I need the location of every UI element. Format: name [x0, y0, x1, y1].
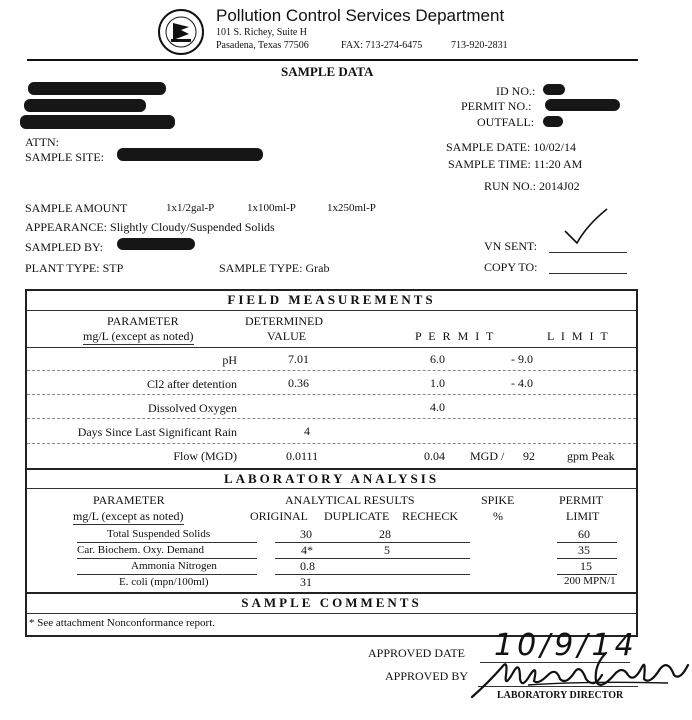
lab-results-header: ANALYTICAL RESULTS	[285, 493, 415, 507]
lab-row-name: E. coli (mpn/100ml)	[119, 576, 209, 588]
lab-row-original: 0.8	[300, 559, 315, 573]
checkmark-icon	[563, 207, 609, 247]
sample-site-label: SAMPLE SITE:	[25, 150, 105, 164]
approved-date-label: APPROVED DATE	[368, 646, 466, 660]
comments-title-rule	[27, 613, 636, 614]
lab-row-limit: 200 MPN/1	[564, 575, 616, 587]
lab-row-name: Total Suspended Solids	[107, 528, 211, 540]
lab-units-text: mg/L (except as noted)	[73, 509, 184, 523]
permit-no-label: PERMIT NO.:	[461, 99, 532, 113]
field-row-rule	[27, 418, 636, 419]
field-row-value: 7.01	[288, 352, 309, 366]
comments-top-rule	[27, 592, 636, 594]
flow-value: 0.0111	[286, 449, 319, 463]
lab-row-limit: 35	[578, 543, 590, 557]
lab-row-duplicate: 28	[379, 527, 391, 541]
address-line1: 101 S. Richey, Suite H	[216, 27, 308, 38]
field-title-rule	[27, 310, 636, 311]
field-row-permit-min: 6.0	[430, 352, 445, 366]
lab-row-limit: 15	[580, 559, 592, 573]
lab-permit-header: PERMIT	[559, 493, 604, 507]
lab-row-rule	[77, 542, 257, 543]
lab-recheck-header: RECHECK	[402, 509, 459, 523]
phone-number: 713-920-2831	[451, 40, 508, 51]
redaction-name	[28, 82, 166, 95]
field-limit-header: L I M I T	[547, 329, 610, 343]
field-det-header-2: VALUE	[267, 329, 307, 343]
address-line2: Pasadena, Texas 77506	[216, 40, 309, 51]
id-label: ID NO.:	[496, 84, 536, 98]
lab-units-header	[73, 509, 184, 525]
field-row-rule	[27, 370, 636, 371]
lab-row-name: Ammonia Nitrogen	[131, 560, 217, 572]
lab-row-duplicate: 5	[384, 543, 390, 557]
lab-row-original: 31	[300, 575, 312, 589]
flow-unit: MGD /	[470, 449, 505, 463]
flow-permit: 0.04	[424, 449, 445, 463]
page-title: SAMPLE DATA	[281, 64, 374, 79]
logo-seal-icon	[157, 8, 205, 56]
sample-time: SAMPLE TIME: 11:20 AM	[448, 157, 583, 171]
copy-to-line	[549, 273, 627, 274]
field-row-name: Cl2 after detention	[147, 377, 237, 391]
vn-sent-line	[549, 252, 627, 253]
flow-name: Flow (MGD)	[173, 449, 237, 463]
redaction-city	[20, 115, 175, 129]
lab-duplicate-header: DUPLICATE	[324, 509, 390, 523]
lab-title-rule	[27, 488, 636, 489]
field-row-name: pH	[222, 353, 237, 367]
header-rule	[27, 59, 638, 61]
flow-peak: 92	[523, 449, 535, 463]
redaction-permit	[545, 99, 620, 111]
redaction-id	[543, 84, 565, 95]
plant-type: PLANT TYPE: STP	[25, 261, 124, 275]
flow-peak-unit: gpm Peak	[567, 449, 615, 463]
lab-spike-header: SPIKE	[481, 493, 515, 507]
redaction-sampled-by	[117, 238, 195, 250]
field-row-permit-min: 4.0	[430, 400, 445, 414]
field-row-permit-max: - 9.0	[511, 352, 533, 366]
field-row-permit-max: - 4.0	[511, 376, 533, 390]
field-units-text: mg/L (except as noted)	[83, 329, 194, 343]
lab-param-header: PARAMETER	[93, 493, 165, 507]
copy-to-label: COPY TO:	[484, 260, 538, 274]
sample-amount-3: 1x250ml-P	[327, 202, 376, 214]
outfall-label: OUTFALL:	[477, 115, 535, 129]
redaction-site	[117, 148, 263, 161]
field-row-value: 0.36	[288, 376, 309, 390]
lab-limit-header: LIMIT	[566, 509, 600, 523]
laboratory-director-label: LABORATORY DIRECTOR	[497, 690, 624, 701]
field-row-name: Days Since Last Significant Rain	[77, 425, 237, 439]
department-name: Pollution Control Services Department	[216, 6, 505, 25]
lab-row-original: 4*	[301, 543, 313, 557]
vn-sent-label: VN SENT:	[484, 239, 538, 253]
measurements-table	[25, 289, 638, 637]
lab-row-original: 30	[300, 527, 312, 541]
field-row-value: 4	[304, 424, 310, 438]
lab-row-limit: 60	[578, 527, 590, 541]
sample-amount-label: SAMPLE AMOUNT	[25, 201, 128, 215]
lab-top-rule	[27, 468, 636, 470]
run-number: RUN NO.: 2014J02	[484, 179, 580, 193]
fax-number: FAX: 713-274-6475	[341, 40, 423, 51]
field-param-header: PARAMETER	[107, 314, 179, 328]
field-det-header-1: DETERMINED	[245, 314, 323, 328]
field-units-header	[83, 329, 194, 345]
lab-row-rule	[77, 558, 257, 559]
sample-comments-title: SAMPLE COMMENTS	[241, 595, 422, 610]
field-row-name: Dissolved Oxygen	[148, 401, 237, 415]
sample-amount-1: 1x1/2gal-P	[166, 202, 215, 214]
approved-by-label: APPROVED BY	[385, 669, 469, 683]
appearance: APPEARANCE: Slightly Cloudy/Suspended Solids	[25, 220, 275, 234]
redaction-outfall	[543, 116, 563, 127]
attn-label: ATTN:	[25, 135, 59, 149]
field-row-rule	[27, 394, 636, 395]
field-row-permit-min: 1.0	[430, 376, 445, 390]
lab-analysis-title: LABORATORY ANALYSIS	[223, 471, 440, 486]
sampled-by-label: SAMPLED BY:	[25, 240, 103, 254]
lab-row-rule	[77, 574, 257, 575]
field-row-rule	[27, 443, 636, 444]
field-permit-header: P E R M I T	[415, 329, 496, 343]
lab-original-header: ORIGINAL	[250, 509, 308, 523]
field-header-rule	[27, 347, 636, 348]
sample-amount-2: 1x100ml-P	[247, 202, 296, 214]
lab-row-name: Car. Biochem. Oxy. Demand	[77, 544, 204, 556]
comments-text: * See attachment Nonconformance report.	[29, 617, 216, 629]
redaction-address	[24, 99, 146, 112]
approved-date-value: 10/9/14	[494, 628, 638, 663]
field-measurements-title: FIELD MEASUREMENTS	[227, 292, 436, 307]
lab-percent-header: %	[493, 509, 503, 523]
sample-date: SAMPLE DATE: 10/02/14	[446, 140, 577, 154]
sample-type: SAMPLE TYPE: Grab	[219, 261, 330, 275]
